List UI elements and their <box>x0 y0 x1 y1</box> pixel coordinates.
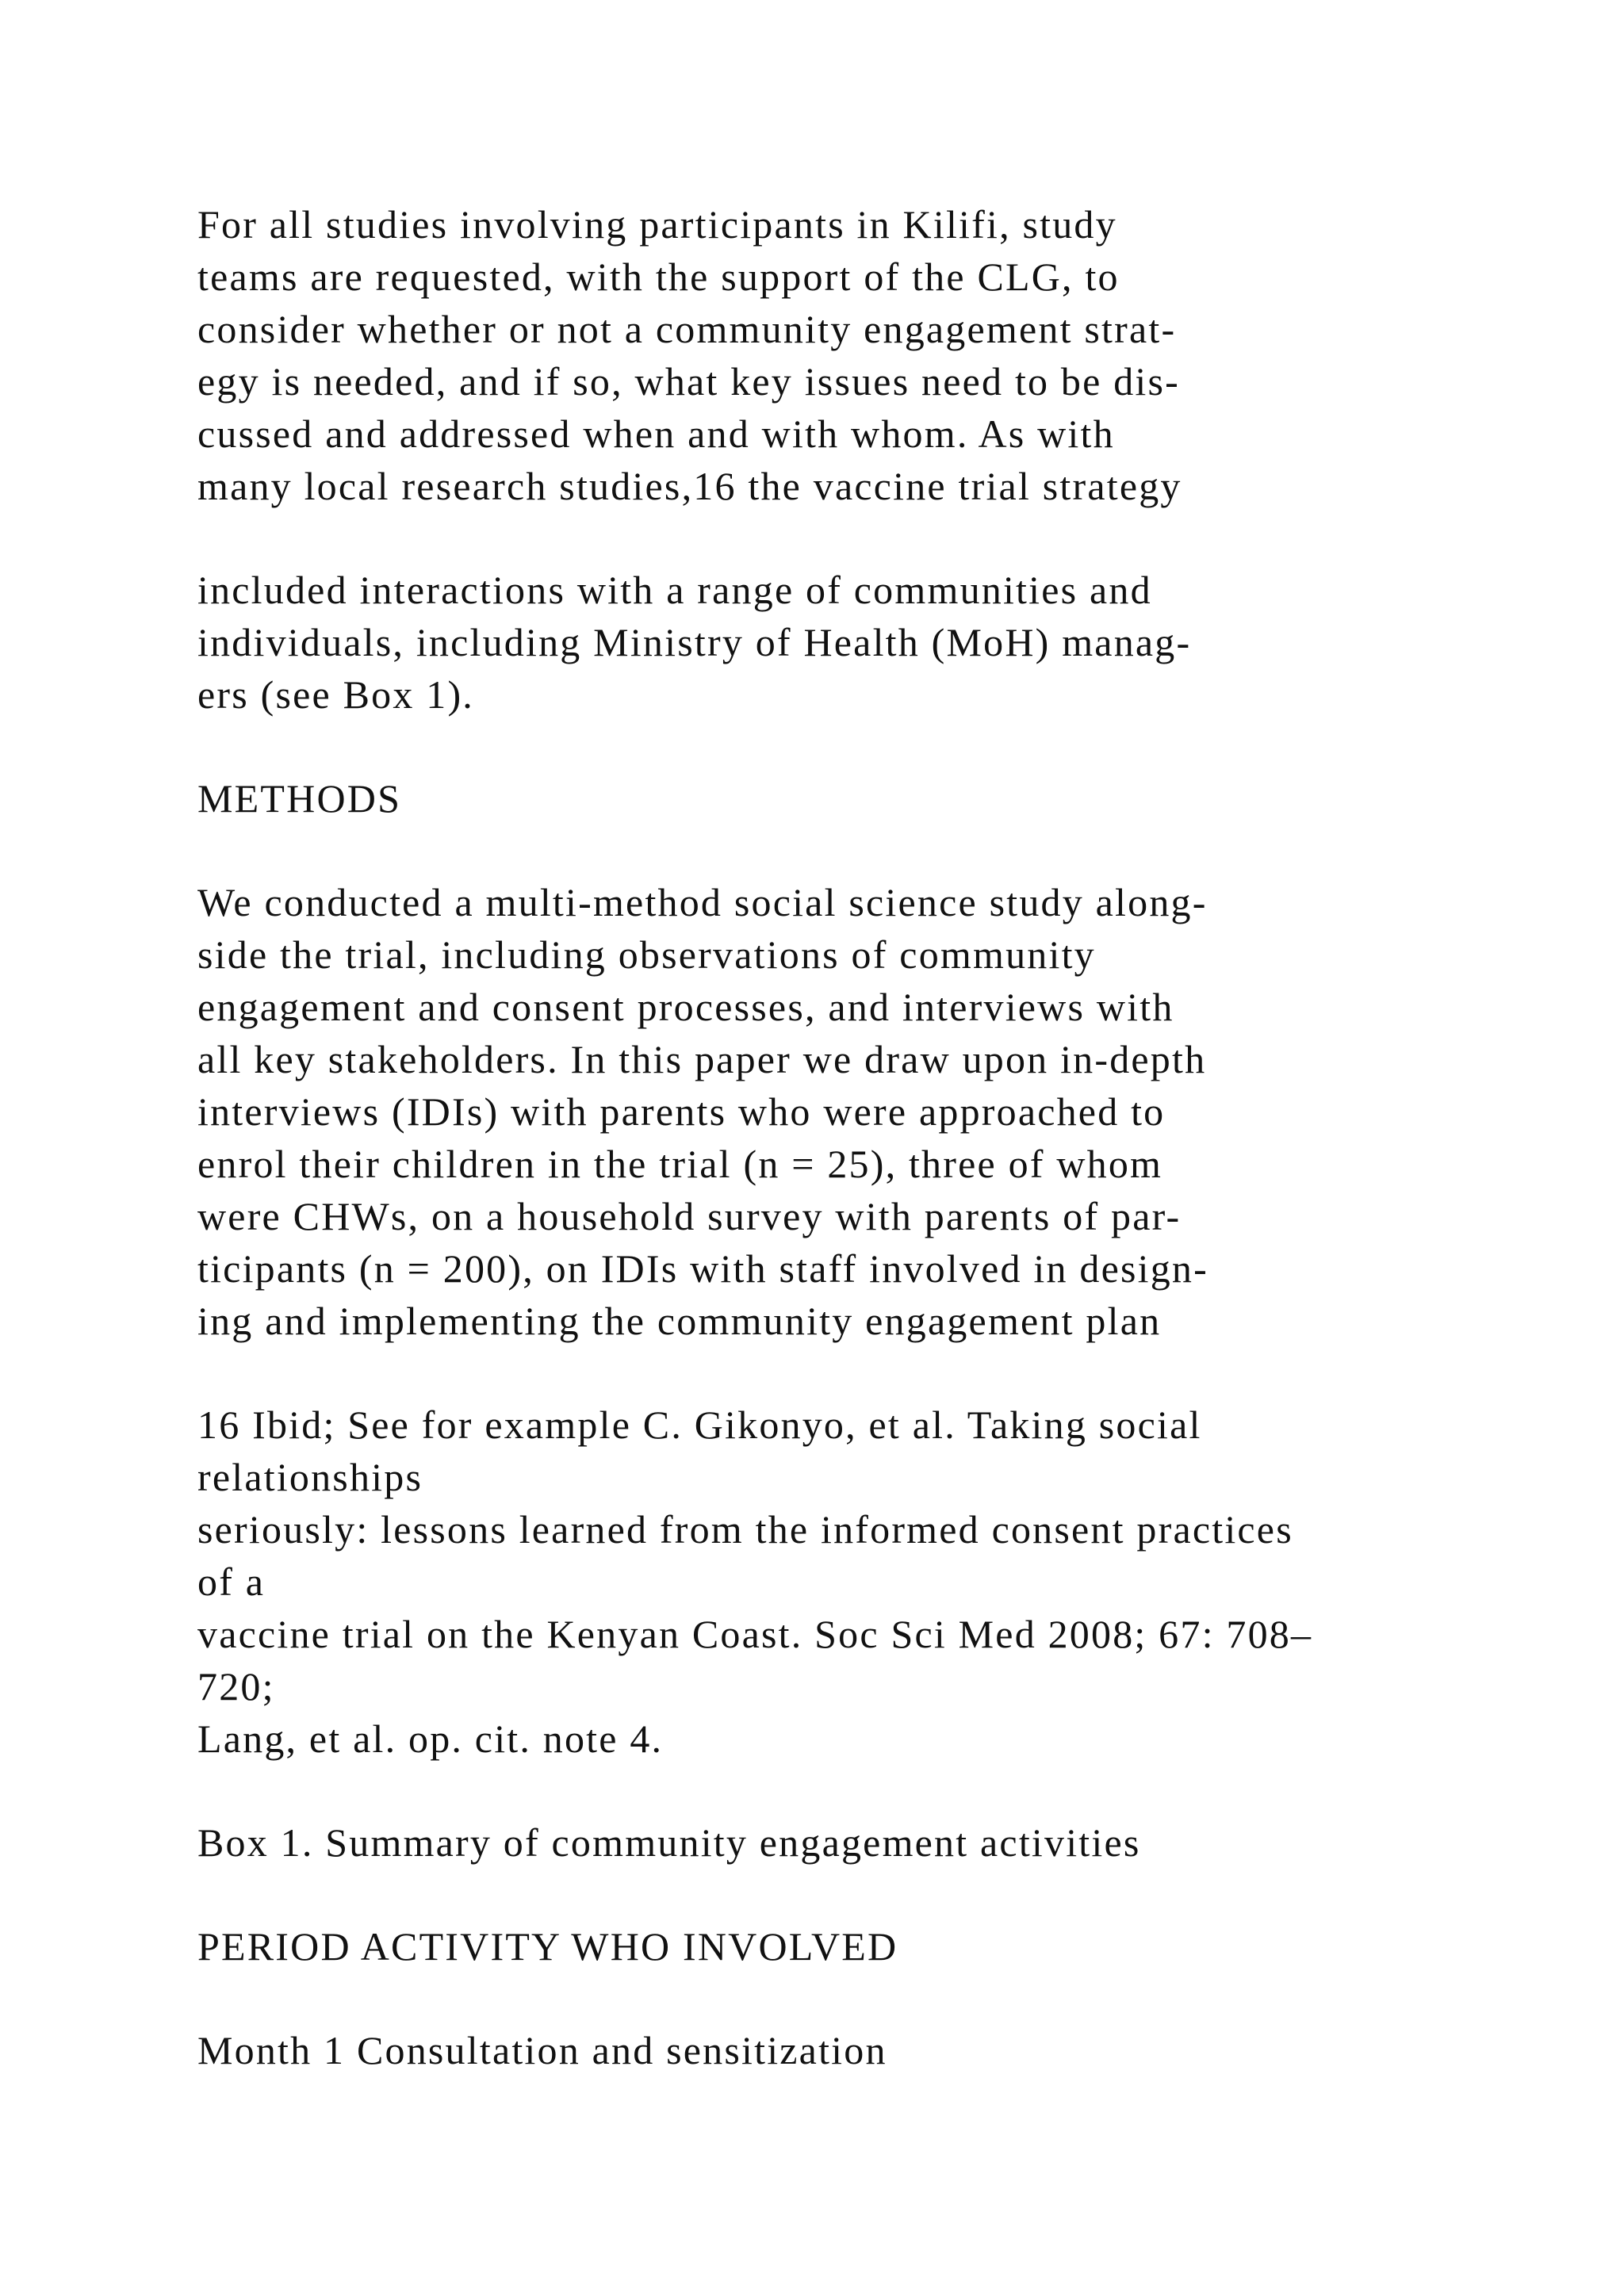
text-line: For all studies involving participants in Kilifi, study <box>197 202 1117 247</box>
footnote-line: seriously: lessons learned from the informed consent practices <box>197 1507 1293 1552</box>
text-line: all key stakeholders. In this paper we draw upon in-depth <box>197 1037 1207 1081</box>
box-table-row: Month 1 Consultation and sensitization <box>197 2028 887 2072</box>
text-line: consider whether or not a community engagement strat- <box>197 307 1177 351</box>
text-line: engagement and consent processes, and interviews with <box>197 985 1174 1029</box>
text-line: ticipants (n = 200), on IDIs with staff involved in design- <box>197 1246 1208 1291</box>
text-line: ers (see Box 1). <box>197 672 474 717</box>
text-line: teams are requested, with the support of the CLG, to <box>197 254 1120 299</box>
text-line: many local research studies,16 the vaccine trial strategy <box>197 464 1182 508</box>
box-table-header: PERIOD ACTIVITY WHO INVOLVED <box>197 1924 898 1969</box>
footnote-line: 720; <box>197 1664 275 1709</box>
text-line: were CHWs, on a household survey with parents of par- <box>197 1194 1182 1238</box>
box-title: Box 1. Summary of community engagement activities <box>197 1820 1141 1865</box>
footnote-line: vaccine trial on the Kenyan Coast. Soc Sci Med 2008; 67: 708– <box>197 1612 1313 1656</box>
footnote-line: of a <box>197 1559 266 1604</box>
footnote-line: 16 Ibid; See for example C. Gikonyo, et al. Taking social <box>197 1402 1202 1447</box>
footnote-line: Lang, et al. op. cit. note 4. <box>197 1716 664 1761</box>
text-line: enrol their children in the trial (n = 25), three of whom <box>197 1142 1163 1186</box>
text-line: ing and implementing the community engagement plan <box>197 1299 1162 1343</box>
text-line: included interactions with a range of communities and <box>197 568 1152 612</box>
text-line: egy is needed, and if so, what key issues need to be dis- <box>197 359 1181 404</box>
text-line: cussed and addressed when and with whom. As with <box>197 411 1115 456</box>
text-line: side the trial, including observations of community <box>197 932 1096 977</box>
text-line: interviews (IDIs) with parents who were approached to <box>197 1089 1166 1134</box>
text-line: We conducted a multi-method social science study along- <box>197 880 1208 924</box>
footnote-line: relationships <box>197 1455 423 1499</box>
methods-heading: METHODS <box>197 776 402 821</box>
text-line: individuals, including Ministry of Health (MoH) manag- <box>197 620 1192 664</box>
